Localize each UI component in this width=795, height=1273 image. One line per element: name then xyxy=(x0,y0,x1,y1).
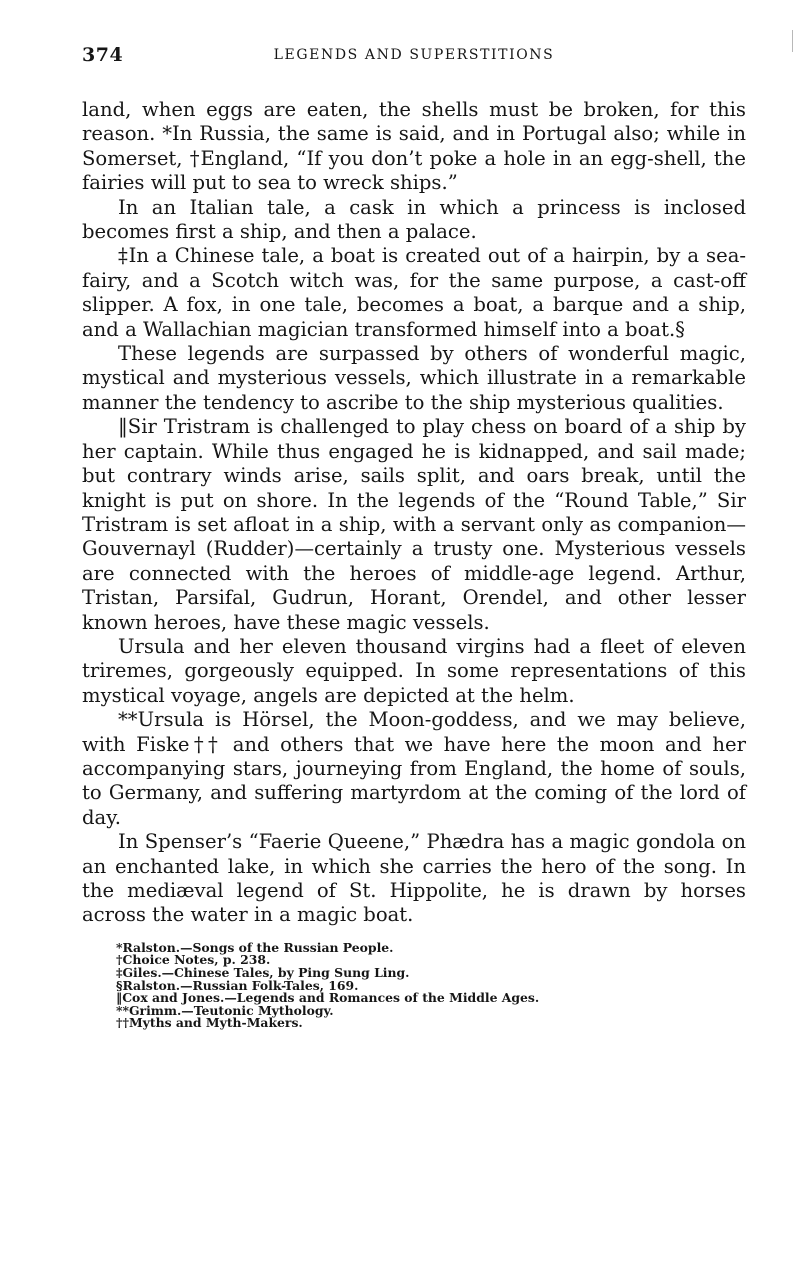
footnotes xyxy=(82,939,746,1031)
running-title: LEGENDS AND SUPERSTITIONS xyxy=(273,47,555,63)
page-header xyxy=(82,38,746,72)
footnote: ‖Cox and Jones.—Legends and Romances of the Middle Ages. xyxy=(116,990,540,1006)
paragraph-sir-tristram: ‖Sir Tristram is challenged to play chess on board of a ship by her captain. While thus engaged he is kidnapped, and sail made; but contrary winds arise, sails split, and oars break, until the knight is put on shore. In the legends of the “Round Table,” Sir Tristram is set afloat in a ship, with a servant only as companion—Gouvernayl (Rudder)—certainly a trusty one. Mysterious vessels are connected with the heroes of middle-age legend. Arthur, Tristan, Parsifal, Gudrun, Horant, Orendel, and other lesser known heroes, have these magic vessels. xyxy=(82,415,746,634)
page-edge-mark xyxy=(792,30,793,52)
footnote: **Grimm.—Teutonic Mythology. xyxy=(116,1002,334,1018)
paragraph-eggshells: land, when eggs are eaten, the shells must be broken, for this reason. *In Russia, the same is said, and in Portugal also; while in Somerset, †England, “If you don’t poke a hole in an egg-shell, the fairies will put to sea to wreck ships.” xyxy=(82,98,746,195)
paragraph-ursula: Ursula and her eleven thousand virgins had a fleet of eleven triremes, gorgeously equipped. In some representations of this mystical voyage, angels are depicted at the helm. xyxy=(82,634,746,707)
book-page xyxy=(82,38,746,1030)
footnote: †Choice Notes, p. 238. xyxy=(116,952,271,968)
paragraph-chinese-tale: ‡In a Chinese tale, a boat is created out of a hairpin, by a sea-fairy, and a Scotch witch was, for the same purpose, a cast-off slipper. A fox, in one tale, becomes a boat, a barque and a ship, and a Wallachian magician transformed himself into a boat.§ xyxy=(82,244,746,341)
footnote: §Ralston.—Russian Folk-Tales, 169. xyxy=(116,977,359,993)
footnote: ‡Giles.—Chinese Tales, by Ping Sung Ling. xyxy=(116,965,410,980)
paragraph-italian-tale: In an Italian tale, a cask in which a princess is inclosed becomes first a ship, and then a palace. xyxy=(82,195,746,244)
page-body xyxy=(82,98,746,928)
footnote: *Ralston.—Songs of the Russian People. xyxy=(116,939,394,955)
paragraph-magic-vessels: These legends are surpassed by others of wonderful magic, mystical and mysterious vessels, which illustrate in a remarkable manner the tendency to ascribe to the ship mysterious qualities. xyxy=(82,342,746,414)
footnote: ††Myths and Myth-Makers. xyxy=(116,1015,303,1031)
page-number: 374 xyxy=(82,44,124,66)
paragraph-faerie-queene: In Spenser’s “Faerie Queene,” Phædra has a magic gondola on an enchanted lake, in which she carries the hero of the song. In the mediæval legend of St. Hippolite, he is drawn by horses across the water in a magic boat. xyxy=(82,830,746,927)
paragraph-horsel: **Ursula is Hörsel, the Moon-goddess, and we may believe, with Fiske†† and others that we have here the moon and her accompanying stars, journeying from England, the home of souls, to Germany, and suffering martyrdom at the coming of the lord of day. xyxy=(82,708,746,829)
